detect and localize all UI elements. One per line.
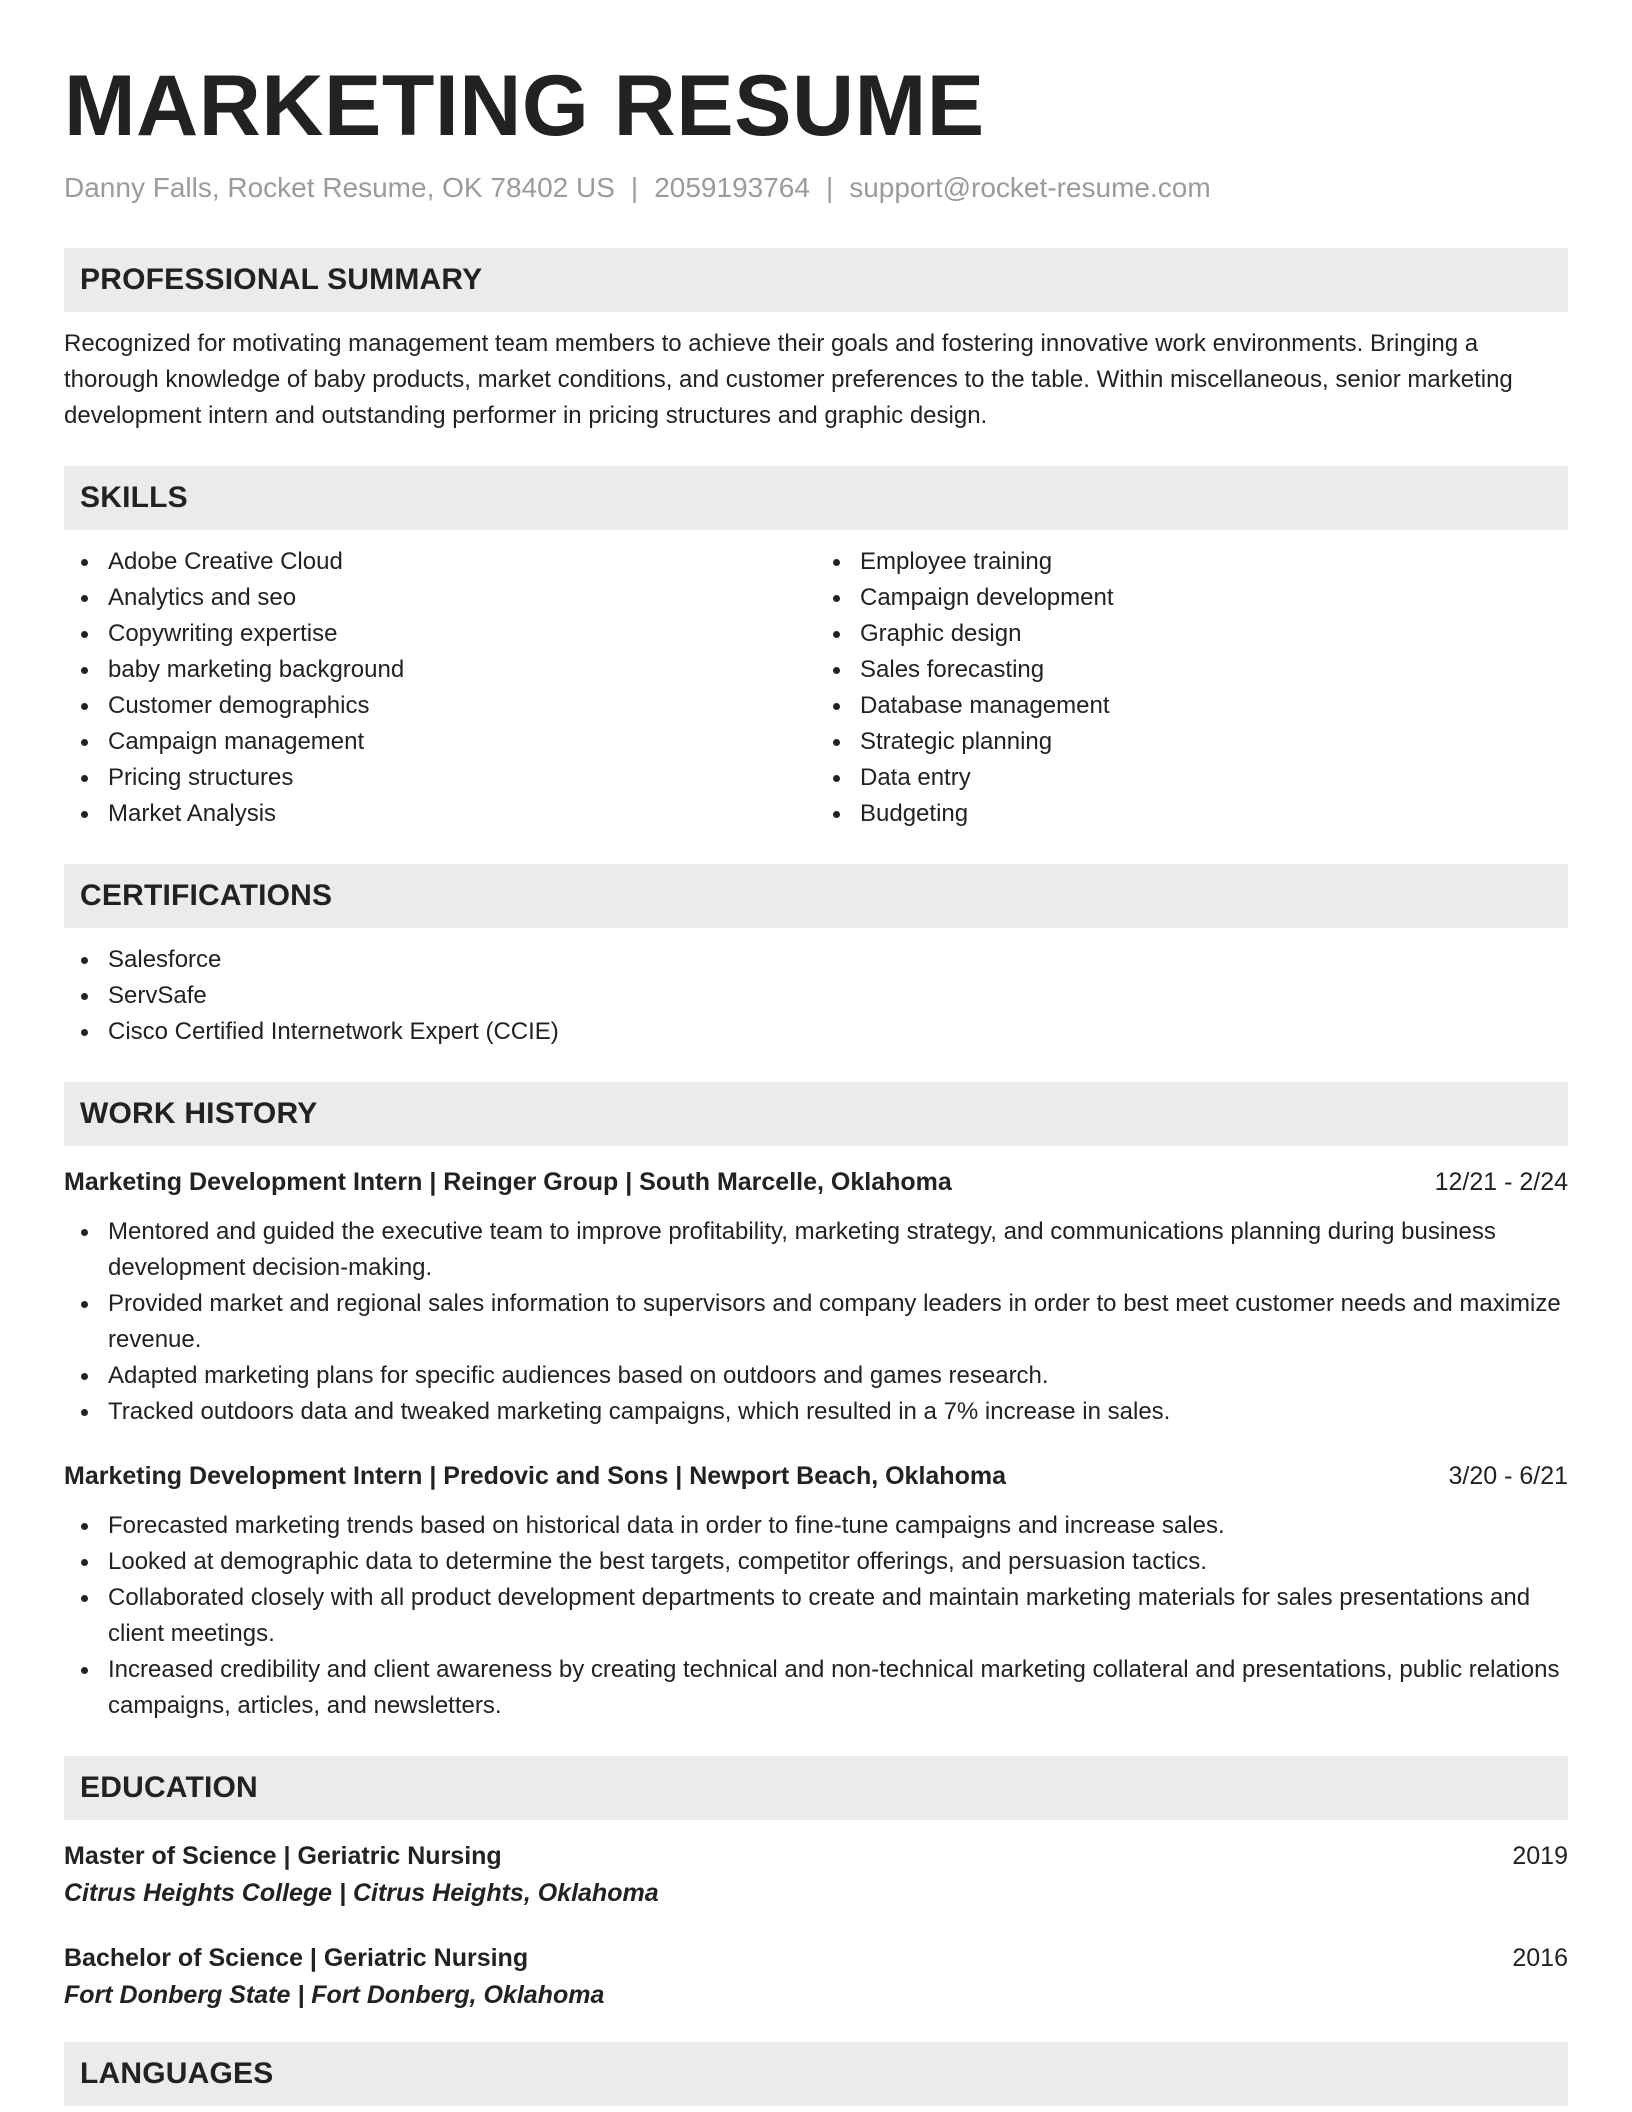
skills-section <box>64 544 1568 832</box>
skills-column-right <box>816 544 1568 832</box>
education-entry <box>64 1838 1568 1912</box>
skill-item: Strategic planning <box>816 724 1568 760</box>
resume-title: MARKETING RESUME <box>64 58 985 154</box>
skill-item: Sales forecasting <box>816 652 1568 688</box>
skills-column-left <box>64 544 816 832</box>
job-header <box>64 1164 1568 1200</box>
summary-section <box>64 326 1568 434</box>
certification-item: Salesforce <box>64 942 1568 978</box>
skill-item: Campaign development <box>816 580 1568 616</box>
skill-item: baby marketing background <box>64 652 816 688</box>
job-bullet: Increased credibility and client awareness by creating technical and non-technical marketing collateral and presentations, public relations campaigns, articles, and newsletters. <box>64 1652 1568 1724</box>
section-header-work-history: WORK HISTORY <box>64 1082 1568 1146</box>
education-year: 2016 <box>1512 1944 1568 1972</box>
skill-item: Market Analysis <box>64 796 816 832</box>
job-entry <box>64 1458 1568 1724</box>
certification-item: Cisco Certified Internetwork Expert (CCIE) <box>64 1014 1568 1050</box>
job-bullet: Collaborated closely with all product development departments to create and maintain marketing materials for sales presentations and client meetings. <box>64 1580 1568 1652</box>
contact-separator: | <box>630 172 639 203</box>
education-school: Citrus Heights College | Citrus Heights, Oklahoma <box>64 1879 659 1907</box>
skill-item: Budgeting <box>816 796 1568 832</box>
skill-item: Data entry <box>816 760 1568 796</box>
section-header-education: EDUCATION <box>64 1756 1568 1820</box>
skill-item: Campaign management <box>64 724 816 760</box>
job-dates: 12/21 - 2/24 <box>1434 1168 1568 1196</box>
contact-address: Danny Falls, Rocket Resume, OK 78402 US <box>64 172 615 203</box>
job-bullet: Forecasted marketing trends based on historical data in order to fine-tune campaigns and increase sales. <box>64 1508 1568 1544</box>
education-school: Fort Donberg State | Fort Donberg, Oklahoma <box>64 1981 605 2009</box>
skill-item: Analytics and seo <box>64 580 816 616</box>
education-entry <box>64 1940 1568 2014</box>
contact-email: support@rocket-resume.com <box>849 172 1211 203</box>
contact-line <box>64 170 1568 206</box>
education-section <box>64 1838 1568 2014</box>
job-title: Marketing Development Intern | Reinger Group | South Marcelle, Oklahoma <box>64 1168 952 1196</box>
summary-text: Recognized for motivating management team members to achieve their goals and fostering innovative work environments. Bringing a thorough knowledge of baby products, market conditions, and customer preferences to the table. Within miscellaneous, senior marketing development intern and outstanding performer in pricing structures and graphic design. <box>64 330 1513 429</box>
education-degree: Master of Science | Geriatric Nursing <box>64 1842 502 1870</box>
job-bullet: Looked at demographic data to determine the best targets, competitor offerings, and persuasion tactics. <box>64 1544 1568 1580</box>
section-header-languages: LANGUAGES <box>64 2042 1568 2106</box>
education-degree: Bachelor of Science | Geriatric Nursing <box>64 1944 529 1972</box>
skill-item: Copywriting expertise <box>64 616 816 652</box>
job-bullet: Provided market and regional sales information to supervisors and company leaders in order to best meet customer needs and maximize revenue. <box>64 1286 1568 1358</box>
work-history-section <box>64 1164 1568 1724</box>
skill-item: Adobe Creative Cloud <box>64 544 816 580</box>
job-bullets <box>64 1214 1568 1430</box>
skill-item: Customer demographics <box>64 688 816 724</box>
section-header-summary: PROFESSIONAL SUMMARY <box>64 248 1568 312</box>
job-header <box>64 1458 1568 1494</box>
job-title: Marketing Development Intern | Predovic and Sons | Newport Beach, Oklahoma <box>64 1462 1006 1490</box>
job-bullets <box>64 1508 1568 1724</box>
education-header <box>64 1838 1568 1874</box>
education-header <box>64 1940 1568 1976</box>
education-year: 2019 <box>1512 1842 1568 1870</box>
section-header-skills: SKILLS <box>64 466 1568 530</box>
certifications-section <box>64 942 1568 1050</box>
job-bullet: Mentored and guided the executive team to improve profitability, marketing strategy, and communications planning during business development decision-making. <box>64 1214 1568 1286</box>
section-header-certifications: CERTIFICATIONS <box>64 864 1568 928</box>
job-bullet: Tracked outdoors data and tweaked marketing campaigns, which resulted in a 7% increase in sales. <box>64 1394 1568 1430</box>
job-entry <box>64 1164 1568 1430</box>
skill-item: Database management <box>816 688 1568 724</box>
contact-phone: 2059193764 <box>654 172 810 203</box>
job-dates: 3/20 - 6/21 <box>1448 1462 1568 1490</box>
certification-item: ServSafe <box>64 978 1568 1014</box>
contact-separator: | <box>825 172 834 203</box>
certifications-list <box>64 942 1568 1050</box>
skill-item: Employee training <box>816 544 1568 580</box>
skill-item: Graphic design <box>816 616 1568 652</box>
job-bullet: Adapted marketing plans for specific audiences based on outdoors and games research. <box>64 1358 1568 1394</box>
skill-item: Pricing structures <box>64 760 816 796</box>
